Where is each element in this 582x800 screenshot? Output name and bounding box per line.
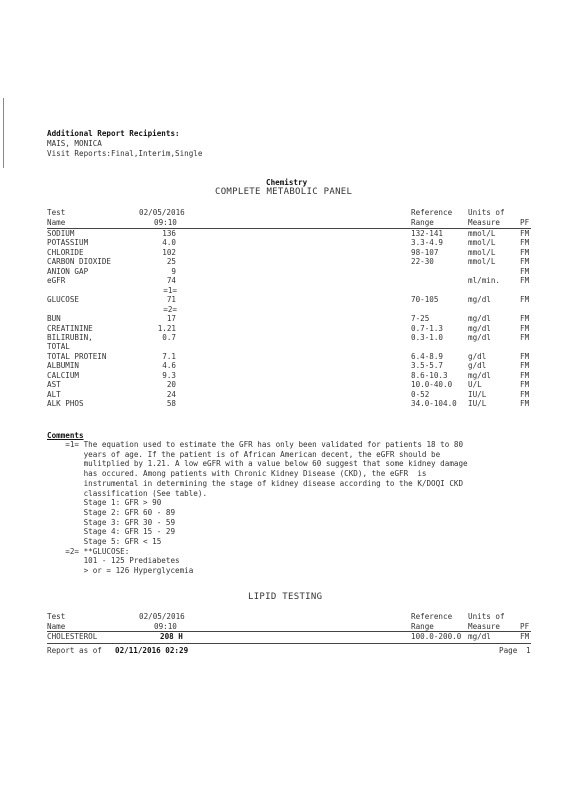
test-name: CREATININE	[47, 323, 93, 333]
test-range: 7-25	[411, 314, 430, 324]
test-pf: FM	[520, 389, 530, 399]
test-value: 102	[162, 247, 176, 257]
test-value: 136	[162, 229, 176, 238]
test-range: 10.0-40.0	[411, 380, 453, 390]
test-range: 3.5-5.7	[411, 361, 444, 371]
test-range: 98-107	[411, 247, 439, 257]
comment-line: years of age. If the patient is of African American decent, the eGFR should be	[47, 449, 441, 459]
test-units: mg/dl	[468, 314, 491, 324]
comment-line: 101 - 125 Prediabetes	[47, 556, 180, 566]
lipid-test-name: CHOLESTEROL	[47, 632, 98, 641]
test-value: =2=	[163, 304, 177, 314]
comment-line: =1= The equation used to estimate the GFR has only been validated for patients 18 to 80	[47, 440, 464, 449]
col-pf: PF	[520, 218, 530, 227]
comment-line: mulitplied by 1.21. A low eGFR with a value below 60 suggest that some kidney damage	[47, 459, 468, 469]
test-range: 8.6-10.3	[411, 370, 448, 380]
test-value: 17	[166, 314, 176, 324]
test-value: 0.7	[162, 332, 176, 342]
test-units: mg/dl	[468, 323, 491, 333]
test-range: 0.7-1.3	[411, 323, 444, 333]
test-name: TOTAL	[47, 342, 70, 352]
test-pf: FM	[520, 266, 530, 276]
col-measure: Measure	[468, 218, 501, 227]
section-title: Chemistry	[266, 178, 308, 187]
test-name: CHLORIDE	[47, 247, 84, 257]
comment-line: Stage 5: GFR < 15	[47, 537, 162, 546]
test-range: 34.0-104.0	[411, 399, 457, 409]
test-value: 4.6	[162, 361, 176, 371]
test-name: POTASSIUM	[47, 238, 89, 248]
test-name: ALT	[47, 389, 61, 399]
test-pf: FM	[520, 380, 530, 390]
test-name: CARBON DIOXIDE	[47, 257, 112, 267]
lipid-col-measure: Measure	[468, 622, 501, 631]
page-label: Page	[499, 646, 518, 655]
test-name: ALBUMIN	[47, 361, 80, 371]
test-pf: FM	[520, 276, 530, 286]
lipid-col-test: Test	[47, 612, 66, 621]
test-range: 3.3-4.9	[411, 238, 444, 248]
test-value: 4.0	[162, 238, 176, 248]
col-units-of: Units of	[468, 208, 505, 217]
lipid-bottom-rule	[47, 643, 531, 644]
test-name: CALCIUM	[47, 370, 80, 380]
test-pf: FM	[520, 314, 530, 324]
lipid-col-reference: Reference	[411, 612, 453, 621]
comment-line: Stage 4: GFR 15 - 29	[47, 527, 176, 537]
test-range: 6.4-8.9	[411, 351, 444, 361]
test-units: mg/dl	[468, 370, 491, 380]
comment-line: classification (See table).	[47, 488, 208, 498]
test-pf: FM	[520, 247, 530, 257]
page-number: 1	[526, 646, 531, 655]
test-value: 1.21	[157, 323, 176, 333]
comment-line: instrumental in determining the stage of kidney disease according to the K/DOQI CKD	[47, 478, 464, 488]
lipid-test-value: 208 H	[160, 632, 183, 641]
test-pf: FM	[520, 399, 530, 409]
test-units: U/L	[468, 380, 482, 390]
test-pf: FM	[520, 351, 530, 361]
test-name: SODIUM	[47, 229, 75, 238]
test-range: 0-52	[411, 389, 430, 399]
test-units: ml/min.	[468, 276, 501, 286]
test-pf: FM	[520, 323, 530, 333]
test-units: mmol/L	[468, 247, 496, 257]
test-value: 25	[166, 257, 176, 267]
comment-line: > or = 126 Hyperglycemia	[47, 566, 194, 576]
test-pf: FM	[520, 370, 530, 380]
test-range: 0.3-1.0	[411, 332, 444, 342]
test-units: g/dl	[468, 351, 487, 361]
comment-line: Stage 3: GFR 30 - 59	[47, 517, 176, 527]
test-value: 9.3	[162, 370, 176, 380]
col-name: Name	[47, 218, 66, 227]
test-value: 9	[171, 266, 176, 276]
recipients-header: Additional Report Recipients:	[47, 129, 180, 138]
comments-title: Comments	[47, 431, 84, 440]
test-name: ALK PHOS	[47, 399, 84, 409]
lipid-title: LIPID TESTING	[248, 592, 323, 602]
comment-line: has occured. Among patients with Chronic Kidney Disease (CKD), the eGFR is	[47, 469, 427, 479]
lipid-test-units: mg/dl	[468, 632, 491, 641]
test-value: 24	[166, 389, 176, 399]
col-range: Range	[411, 218, 434, 227]
lipid-col-date: 02/05/2016	[139, 612, 185, 621]
test-value: 58	[166, 399, 176, 409]
recipient-name: MAIS, MONICA	[47, 139, 102, 148]
lipid-col-pf: PF	[520, 622, 530, 631]
lipid-col-name: Name	[47, 622, 66, 631]
test-pf: FM	[520, 257, 530, 267]
test-units: g/dl	[468, 361, 487, 371]
test-name: ANION GAP	[47, 266, 89, 276]
scan-artifact	[3, 98, 4, 168]
col-date: 02/05/2016	[139, 208, 185, 217]
test-pf: FM	[520, 238, 530, 248]
test-pf: FM	[520, 332, 530, 342]
test-value: 74	[166, 276, 176, 286]
test-units: mmol/L	[468, 229, 496, 238]
test-name: AST	[47, 380, 61, 390]
lipid-col-time: 09:10	[154, 622, 177, 631]
test-name: BUN	[47, 314, 61, 324]
test-units: mg/dl	[468, 295, 491, 305]
report-as-of-label: Report as of	[47, 646, 102, 655]
comment-line: Stage 2: GFR 60 - 89	[47, 507, 176, 517]
test-range: 70-105	[411, 295, 439, 305]
test-range: 132-141	[411, 229, 444, 238]
test-name: BILIRUBIN,	[47, 332, 93, 342]
comment-line: Stage 1: GFR > 90	[47, 498, 162, 508]
test-name: TOTAL PROTEIN	[47, 351, 107, 361]
test-name: GLUCOSE	[47, 295, 80, 305]
lipid-test-pf: FM	[520, 632, 530, 641]
test-pf: FM	[520, 361, 530, 371]
test-units: IU/L	[468, 399, 487, 409]
lipid-col-units-of: Units of	[468, 612, 505, 621]
test-value: =1=	[163, 285, 177, 295]
col-reference: Reference	[411, 208, 453, 217]
test-value: 7.1	[162, 351, 176, 361]
report-datetime: 02/11/2016 02:29	[115, 646, 189, 655]
col-test: Test	[47, 208, 66, 217]
table-row	[0, 399, 582, 409]
test-name: eGFR	[47, 276, 66, 286]
test-units: mmol/L	[468, 238, 496, 248]
visit-reports: Visit Reports:Final,Interim,Single	[47, 149, 203, 158]
lipid-col-range: Range	[411, 622, 434, 631]
test-range: 22-30	[411, 257, 434, 267]
test-units: IU/L	[468, 389, 487, 399]
test-units: mmol/L	[468, 257, 496, 267]
comment-line: =2= **GLUCOSE:	[47, 546, 130, 556]
test-value: 71	[166, 295, 176, 305]
panel-title: COMPLETE METABOLIC PANEL	[215, 187, 353, 197]
col-time: 09:10	[154, 218, 177, 227]
test-units: mg/dl	[468, 332, 491, 342]
lipid-test-range: 100.0-200.0	[411, 632, 462, 641]
test-value: 20	[166, 380, 176, 390]
test-pf: FM	[520, 295, 530, 305]
test-pf: FM	[520, 229, 530, 238]
